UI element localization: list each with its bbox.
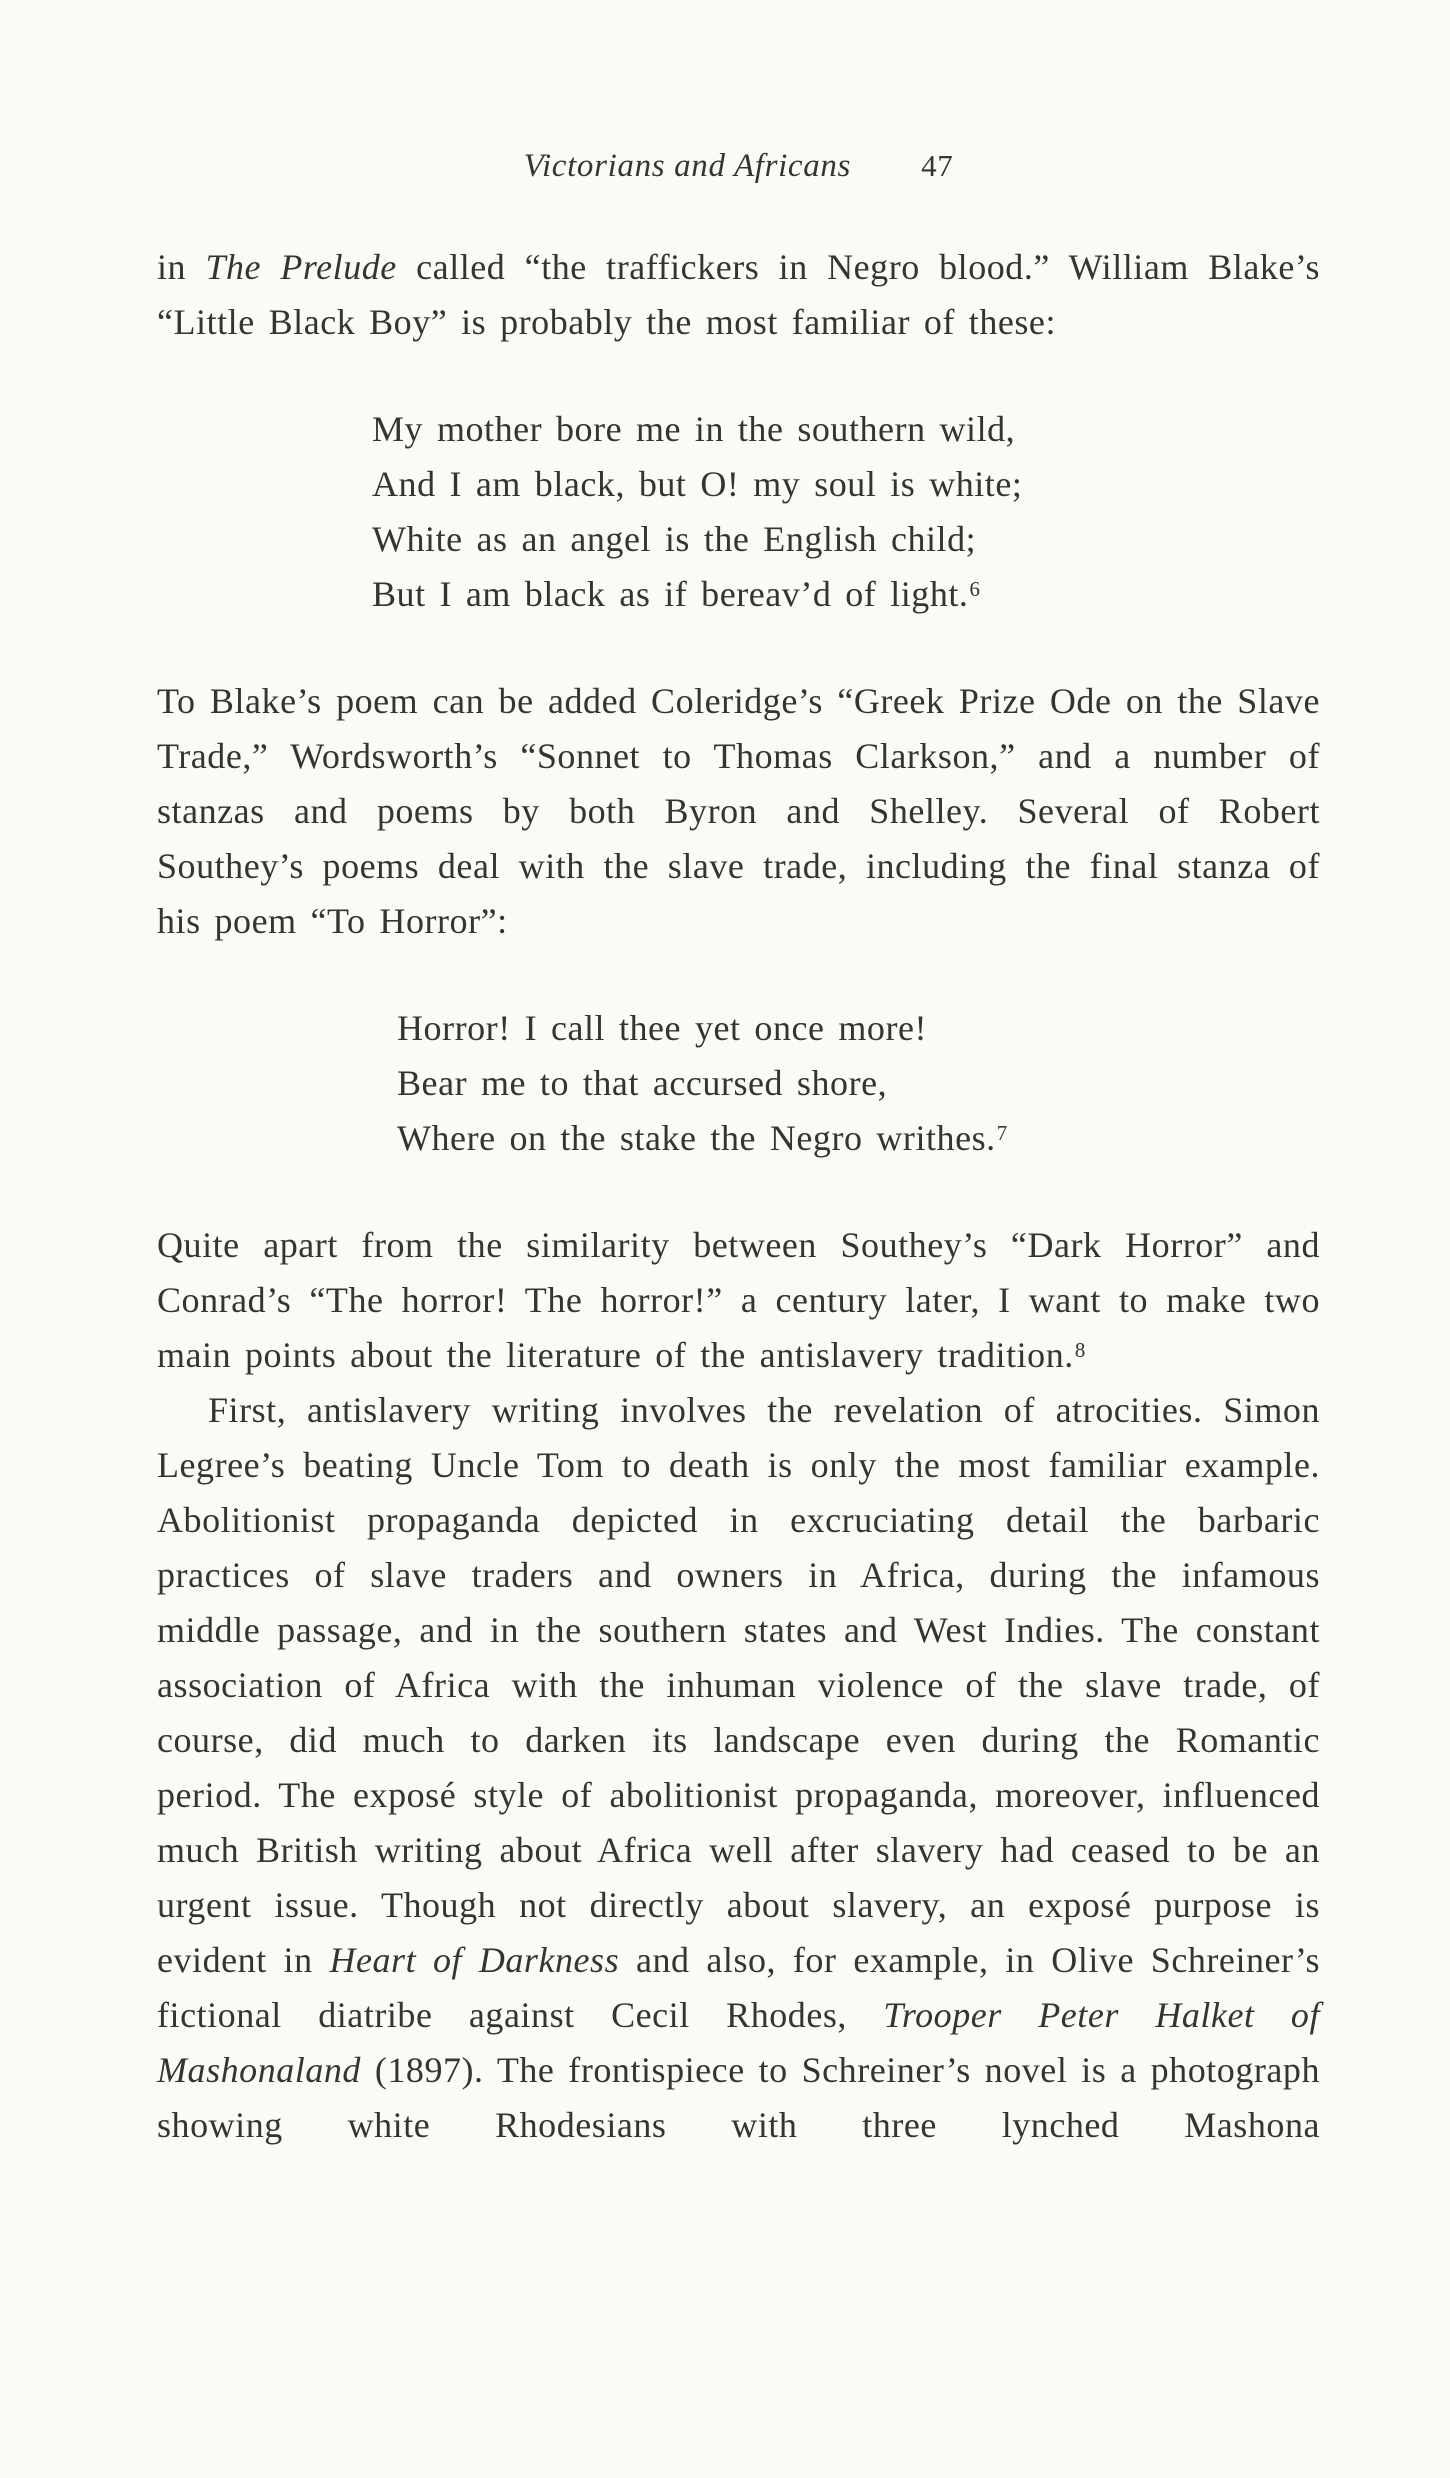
paragraph-1: in The Prelude called “the traffickers in Negro blood.” William Blake’s “Little Black Boy” is probably the most familiar of these: bbox=[157, 247, 1320, 342]
verse-line: And I am black, but O! my soul is white; bbox=[372, 464, 1023, 504]
verse-line: White as an angel is the English child; bbox=[372, 519, 977, 559]
verse-line: Where on the stake the Negro writhes.$^7$ bbox=[397, 1118, 1008, 1158]
running-header-title: Victorians and Africans bbox=[523, 148, 852, 184]
verse-line: My mother bore me in the southern wild, bbox=[372, 409, 1016, 449]
verse-block-blake bbox=[372, 402, 1320, 622]
verse-block-southey bbox=[397, 1001, 1320, 1166]
page-number: 47 bbox=[921, 148, 954, 183]
running-header bbox=[157, 148, 1320, 185]
verse-line: Horror! I call thee yet once more! bbox=[397, 1008, 928, 1048]
verse-line: Bear me to that accursed shore, bbox=[397, 1063, 888, 1103]
page-body bbox=[157, 240, 1320, 2153]
paragraph-3: Quite apart from the similarity between Southey’s “Dark Horror” and Conrad’s “The horror! The horror!” a century later, I want to make two main points about the literature of the antislavery tradition.$^8$ bbox=[157, 1225, 1320, 1375]
paragraph-2: To Blake’s poem can be added Coleridge’s “Greek Prize Ode on the Slave Trade,” Wordsworth’s “Sonnet to Thomas Clarkson,” and a number of stanzas and poems by both Byron and Shelley. Several of Robert Southey’s poems deal with the slave trade, including the final stanza of his poem “To Horror”: bbox=[157, 681, 1320, 941]
paragraph-4: First, antislavery writing involves the revelation of atrocities. Simon Legree’s beating Uncle Tom to death is only the most familiar example. Abolitionist propaganda depicted in excruciating detail the barbaric practices of slave traders and owners in Africa, during the infamous middle passage, and in the southern states and West Indies. The constant association of Africa with the inhuman violence of the slave trade, of course, did much to darken its landscape even during the Romantic period. The exposé style of abolitionist propaganda, moreover, influenced much British writing about Africa well after slavery had ceased to be an urgent issue. Though not directly about slavery, an exposé purpose is evident in Heart of Darkness and also, for example, in Olive Schreiner’s fictional diatribe against Cecil Rhodes, Trooper Peter Halket of Mashonaland (1897). The frontispiece to Schreiner’s novel is a photograph showing white Rhodesians with three lynched Mashona bbox=[157, 1390, 1321, 2145]
verse-line: But I am black as if bereav’d of light.$^6$ bbox=[372, 574, 981, 614]
